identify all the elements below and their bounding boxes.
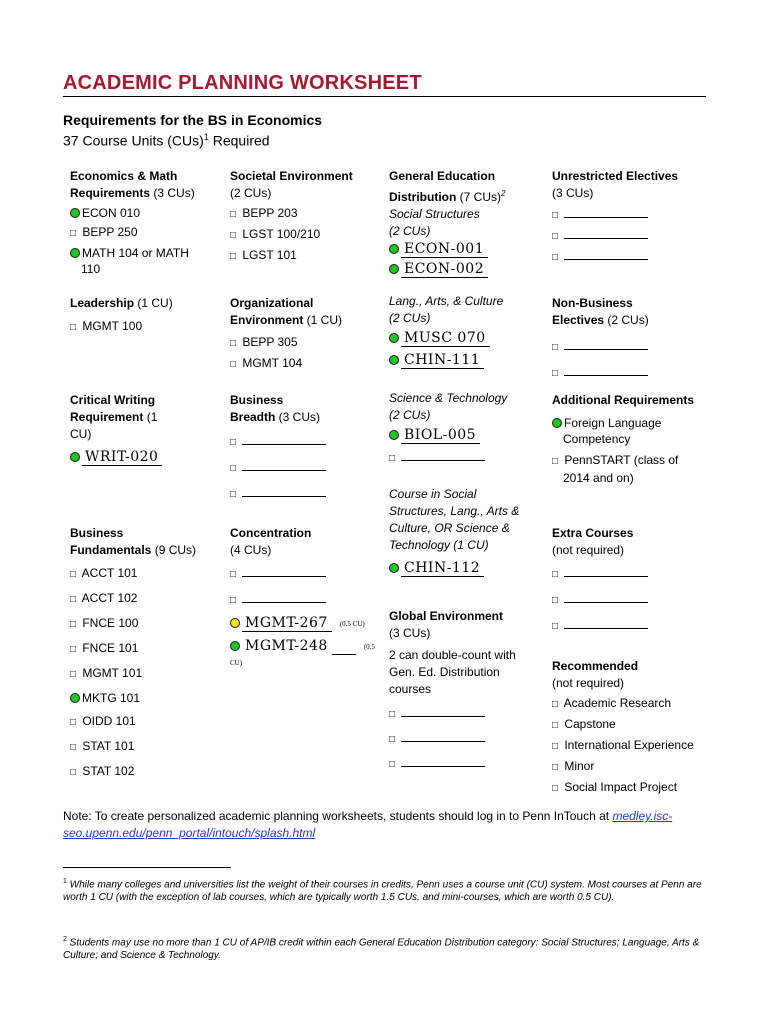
section-econ-math: Economics & Math Requirements (3 CUs) ECON 010 □ BEPP 250 MATH 104 or MATH 110 — [70, 168, 220, 277]
blank-slot[interactable] — [230, 459, 385, 477]
section-non-business: Non-Business Electives (2 CUs) □ □ — [552, 295, 712, 382]
blank-slot[interactable] — [230, 433, 385, 451]
checkbox-icon: □ — [70, 228, 77, 239]
checkbox-icon: □ — [552, 595, 559, 606]
blank-line — [564, 566, 648, 577]
blank-line — [564, 228, 648, 239]
footnote-rule — [63, 867, 231, 868]
section-concentration: Concentration (4 CUs) □ □ MGMT-267 (0.5 CU) MGMT-248 (0.5 CU) — [230, 525, 385, 671]
course-item[interactable]: MATH 104 or MATH 110 — [70, 245, 220, 277]
section-gen-ed: General Education Distribution (7 CUs)$^2$ Social Structures (2 CUs) ECON-001 ECON-002 — [389, 168, 549, 277]
checkbox-icon: □ — [70, 644, 77, 655]
checkbox-icon: □ — [552, 252, 559, 263]
handwritten-course[interactable]: MUSC 070 — [389, 330, 549, 346]
complete-dot-icon — [70, 693, 80, 703]
checkbox-icon: □ — [552, 231, 559, 242]
course-item[interactable]: ECON 010 — [70, 205, 220, 221]
course-item[interactable]: □ OIDD 101 — [70, 713, 225, 731]
checkbox-icon: □ — [230, 489, 237, 500]
blank-line — [401, 706, 485, 717]
page-title: ACADEMIC PLANNING WORKSHEET — [63, 72, 422, 94]
complete-dot-icon — [389, 355, 399, 365]
blank-slot[interactable] — [389, 449, 549, 467]
intouch-note: Note: To create personalized academic planning worksheets, students should log in to Penn InTouch at medley.isc- seo.upenn.edu/penn_portal/intouch/splash.html — [63, 809, 673, 840]
recommended-item[interactable]: □ Capstone — [552, 716, 722, 734]
blank-line — [564, 207, 648, 218]
requirement-item[interactable]: □ PennSTART (class of 2014 and on) — [552, 453, 679, 485]
checkbox-icon: □ — [230, 569, 237, 580]
complete-dot-icon — [552, 418, 562, 428]
blank-slot[interactable] — [552, 206, 712, 224]
course-item[interactable]: □ MGMT 101 — [70, 665, 225, 683]
blank-line — [242, 460, 326, 471]
checkbox-icon: □ — [552, 699, 559, 710]
course-units-line: 37 Course Units (CUs)$^1$ Required — [63, 132, 270, 149]
blank-line — [401, 450, 485, 461]
checkbox-icon: □ — [552, 762, 559, 773]
course-item[interactable]: □ BEPP 305 — [230, 334, 385, 352]
blank-line — [242, 434, 326, 445]
complete-dot-icon — [70, 208, 80, 218]
course-item[interactable]: □ BEPP 250 — [70, 224, 220, 242]
footnote-2: $^2$ Students may use no more than 1 CU of AP/IB credit within each General Education Distribution category: Social Structures; Language, Arts & Culture; and Science & Technology. — [63, 936, 700, 962]
section-business-fundamentals: Business Fundamentals (9 CUs) □ ACCT 101 □ ACCT 102 □ FNCE 100 □ FNCE 101 □ MGMT 101 MKTG 101 □ OIDD 101 □ STAT 101 □ STAT 102 — [70, 525, 225, 781]
blank-line — [564, 365, 648, 376]
blank-line — [401, 731, 485, 742]
recommended-item[interactable]: □ Social Impact Project — [552, 779, 722, 797]
blank-slot[interactable] — [230, 565, 385, 583]
handwritten-course[interactable]: CHIN-111 — [389, 352, 549, 368]
requirement-item[interactable]: Foreign Language Competency — [552, 415, 712, 447]
blank-slot[interactable] — [552, 338, 712, 356]
blank-slot[interactable] — [552, 364, 712, 382]
checkbox-icon: □ — [552, 569, 559, 580]
checkbox-icon: □ — [70, 569, 77, 580]
course-item[interactable]: □ BEPP 203 — [230, 205, 385, 223]
checkbox-icon: □ — [230, 230, 237, 241]
checkbox-icon: □ — [230, 209, 237, 220]
complete-dot-icon — [389, 430, 399, 440]
checkbox-icon: □ — [230, 437, 237, 448]
blank-line — [564, 618, 648, 629]
checkbox-icon: □ — [70, 669, 77, 680]
blank-slot[interactable] — [389, 730, 549, 748]
section-unrestricted: Unrestricted Electives (3 CUs) □ □ □ — [552, 168, 712, 266]
intouch-link[interactable]: medley.isc- — [612, 809, 673, 823]
blank-slot[interactable] — [552, 591, 712, 609]
checkbox-icon: □ — [70, 767, 77, 778]
section-societal: Societal Environment (2 CUs) □ BEPP 203 □ LGST 100/210 □ LGST 101 — [230, 168, 385, 265]
course-item[interactable]: □ MGMT 104 — [230, 355, 385, 373]
title-rule — [63, 96, 706, 97]
handwritten-course[interactable]: ECON-001 — [389, 241, 549, 257]
checkbox-icon: □ — [389, 453, 396, 464]
course-item[interactable]: MKTG 101 — [70, 690, 225, 706]
section-organizational: Organizational Environment (1 CU) □ BEPP 305 □ MGMT 104 — [230, 295, 385, 373]
course-item[interactable]: □ FNCE 100 — [70, 615, 225, 633]
course-item[interactable]: □ STAT 102 — [70, 763, 225, 781]
checkbox-icon: □ — [552, 342, 559, 353]
course-item[interactable]: □ ACCT 101 — [70, 565, 225, 583]
section-critical-writing: Critical Writing Requirement (1 CU) WRIT-020 — [70, 392, 220, 465]
section-global: Global Environment (3 CUs) 2 can double-count with Gen. Ed. Distribution courses □ □ □ — [389, 608, 549, 773]
course-item[interactable]: □ FNCE 101 — [70, 640, 225, 658]
checkbox-icon: □ — [230, 359, 237, 370]
checkbox-icon: □ — [389, 734, 396, 745]
complete-dot-icon — [70, 452, 80, 462]
checkbox-icon: □ — [230, 251, 237, 262]
blank-slot[interactable] — [230, 591, 385, 609]
blank-slot[interactable] — [552, 248, 712, 266]
degree-subtitle: Requirements for the BS in Economics — [63, 112, 323, 128]
course-item[interactable]: □ LGST 100/210 — [230, 226, 385, 244]
footnote-1: $^1$ While many colleges and universities list the weight of their courses in credits, Penn uses a course unit (CU) system. Most courses at Penn are worth 1 CU (with the exception of lab courses, which are typically worth 1.5 CUs, and mini-courses, which are worth 0.5 CU). — [63, 878, 702, 904]
section-lang-arts: Lang., Arts, & Culture (2 CUs) MUSC 070 CHIN-111 — [389, 293, 549, 368]
complete-dot-icon — [389, 244, 399, 254]
blank-line — [242, 486, 326, 497]
checkbox-icon: □ — [552, 783, 559, 794]
checkbox-icon: □ — [230, 463, 237, 474]
blank-slot[interactable] — [230, 485, 385, 503]
blank-slot[interactable] — [552, 617, 712, 635]
handwritten-course[interactable]: CHIN-112 — [389, 560, 549, 576]
complete-dot-icon — [389, 264, 399, 274]
section-recommended: Recommended (not required) □ Academic Research □ Capstone □ International Experience □ Minor □ Social Impact Project — [552, 658, 722, 797]
recommended-item[interactable]: □ Academic Research — [552, 695, 722, 713]
checkbox-icon: □ — [389, 709, 396, 720]
checkbox-icon: □ — [230, 338, 237, 349]
blank-line — [564, 592, 648, 603]
complete-dot-icon — [70, 248, 80, 258]
blank-slot[interactable] — [552, 227, 712, 245]
blank-slot[interactable] — [389, 755, 549, 773]
section-course-social: Course in Social Structures, Lang., Arts & Culture, OR Science & Technology (1 CU) CHIN-112 — [389, 486, 549, 576]
blank-line — [564, 339, 648, 350]
checkbox-icon: □ — [70, 619, 77, 630]
checkbox-icon: □ — [70, 322, 77, 333]
section-business-breadth: Business Breadth (3 CUs) □ □ □ — [230, 392, 385, 503]
blank-slot[interactable] — [389, 705, 549, 723]
in-progress-dot-icon — [230, 618, 240, 628]
handwritten-course[interactable]: BIOL-005 — [389, 427, 549, 443]
section-additional: Additional Requirements Foreign Language Competency □ PennSTART (class of 2014 and on) — [552, 392, 712, 486]
course-item[interactable]: □ MGMT 100 — [70, 318, 220, 336]
checkbox-icon: □ — [70, 717, 77, 728]
handwritten-course[interactable]: MGMT-267 (0.5 CU) — [230, 615, 385, 632]
course-item[interactable]: □ ACCT 102 — [70, 590, 225, 608]
handwritten-course[interactable]: ECON-002 — [389, 261, 549, 277]
recommended-item[interactable]: □ International Experience — [552, 737, 722, 755]
checkbox-icon: □ — [70, 742, 77, 753]
course-item[interactable]: □ LGST 101 — [230, 247, 385, 265]
checkbox-icon: □ — [552, 368, 559, 379]
intouch-link-cont[interactable]: seo.upenn.edu/penn_portal/intouch/splash.html — [63, 826, 316, 840]
checkbox-icon: □ — [552, 720, 559, 731]
section-science: Science & Technology (2 CUs) BIOL-005 □ — [389, 390, 549, 467]
handwritten-course[interactable]: MGMT-248 (0.5 CU) — [230, 637, 375, 668]
checkbox-icon: □ — [70, 594, 77, 605]
recommended-item[interactable]: □ Minor — [552, 758, 722, 776]
section-extra: Extra Courses (not required) □ □ □ — [552, 525, 712, 635]
checkbox-icon: □ — [552, 456, 559, 467]
complete-dot-icon — [389, 333, 399, 343]
complete-dot-icon — [389, 563, 399, 573]
blank-line — [242, 566, 326, 577]
checkbox-icon: □ — [389, 759, 396, 770]
course-item[interactable]: □ STAT 101 — [70, 738, 225, 756]
blank-slot[interactable] — [552, 565, 712, 583]
section-leadership: Leadership (1 CU) □ MGMT 100 — [70, 295, 220, 336]
blank-line — [564, 249, 648, 260]
checkbox-icon: □ — [552, 210, 559, 221]
checkbox-icon: □ — [552, 621, 559, 632]
checkbox-icon: □ — [230, 595, 237, 606]
blank-line — [401, 756, 485, 767]
checkbox-icon: □ — [552, 741, 559, 752]
handwritten-course[interactable]: WRIT-020 — [70, 449, 220, 465]
complete-dot-icon — [230, 641, 240, 651]
blank-line — [242, 592, 326, 603]
